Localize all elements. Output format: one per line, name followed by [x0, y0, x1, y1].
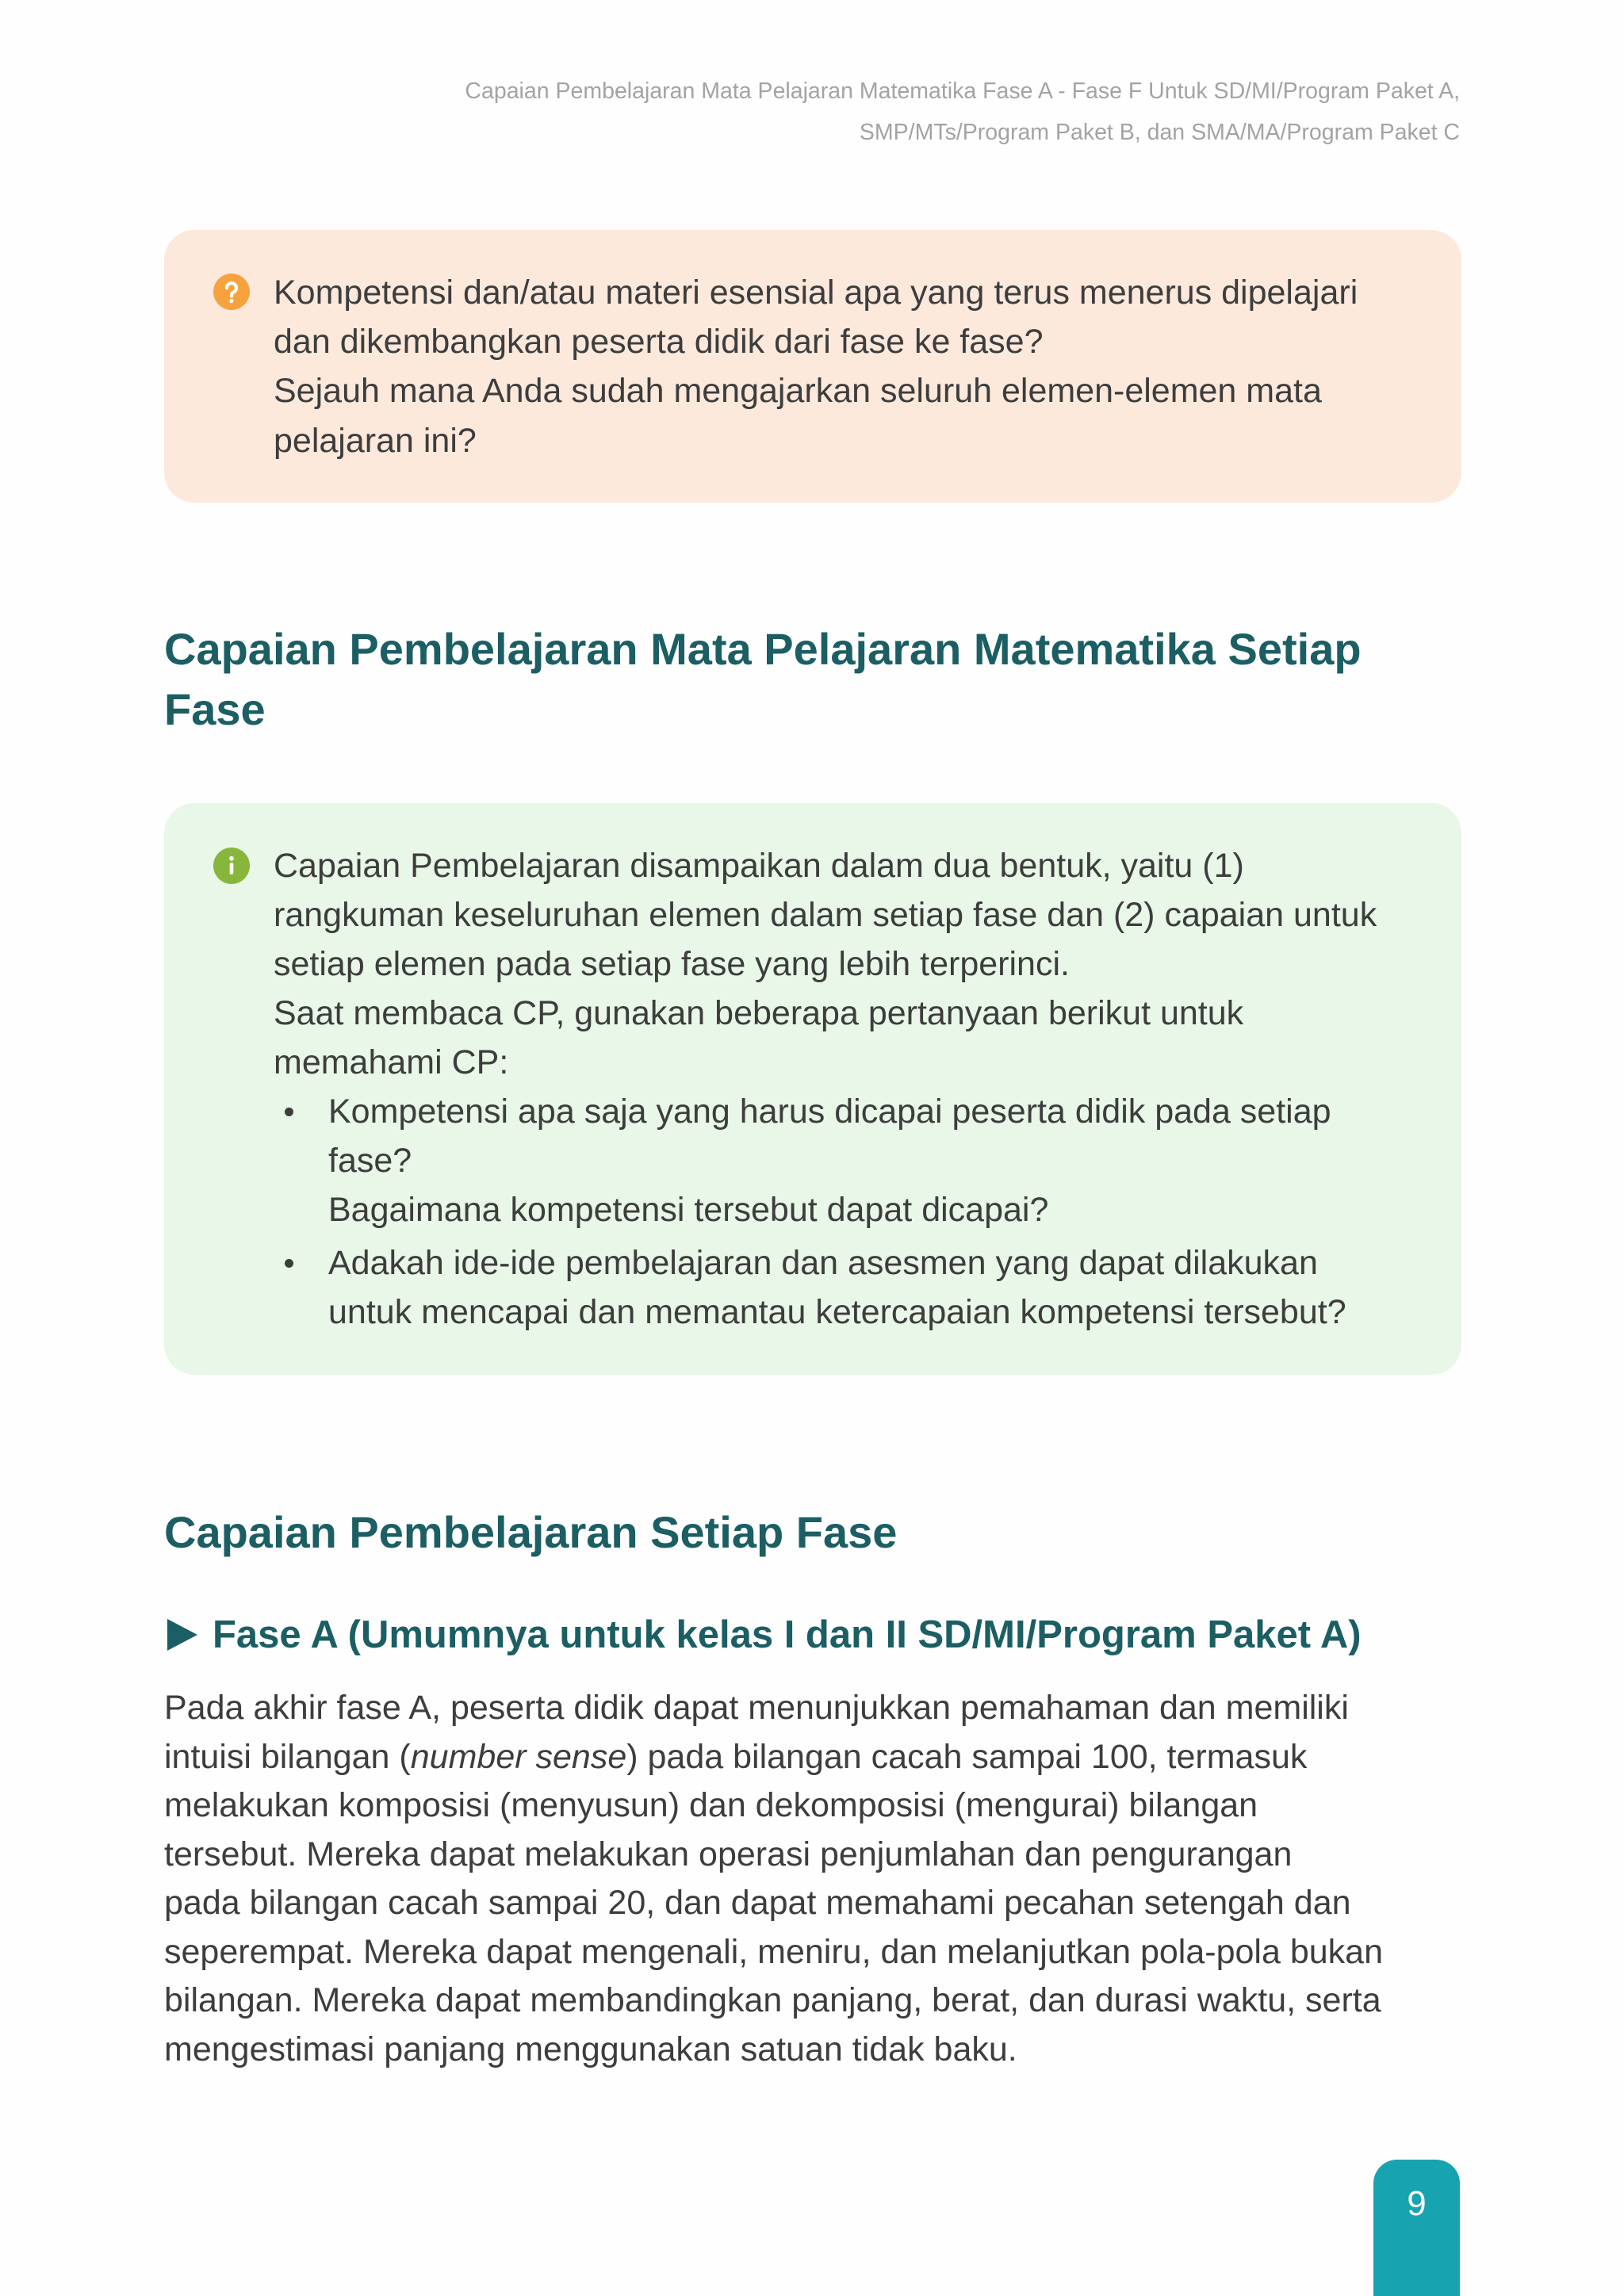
paragraph-line — [164, 1733, 1383, 1782]
phase-a-title: Fase A (Umumnya untuk kelas I dan II SD/MI/Program Paket A) — [213, 1613, 1362, 1656]
text-segment: ) pada bilangan cacah sampai 100, termasuk — [626, 1737, 1308, 1776]
italic-term: number sense — [410, 1737, 627, 1776]
list-item-line: Adakah ide-ide pembelajaran dan asesmen yang dapat dilakukan — [328, 1244, 1318, 1282]
section-title-cp-matematika: Capaian Pembelajaran Mata Pelajaran Matematika Setiap Fase — [164, 624, 1362, 734]
info-line: Capaian Pembelajaran disampaikan dalam dua bentuk, yaitu (1) — [274, 847, 1244, 885]
info-line: memahami CP: — [274, 1043, 509, 1081]
paragraph-line: bilangan. Mereka dapat membandingkan panjang, berat, dan durasi waktu, serta — [164, 1981, 1381, 2019]
play-triangle-icon — [167, 1619, 197, 1651]
running-header — [465, 71, 1460, 153]
paragraph-line: melakukan komposisi (menyusun) dan dekomposisi (mengurai) bilangan — [164, 1786, 1258, 1824]
reflection-line: pelajaran ini? — [274, 421, 477, 460]
section-title-cp-fase: Capaian Pembelajaran Setiap Fase — [164, 1507, 898, 1557]
list-item-line: untuk mencapai dan memantau ketercapaian kompetensi tersebut? — [328, 1293, 1346, 1331]
running-header-line: SMP/MTs/Program Paket B, dan SMA/MA/Program Paket C — [859, 120, 1460, 145]
list-item-line: fase? — [328, 1142, 412, 1180]
page-number: 9 — [1407, 2184, 1427, 2223]
info-line: Saat membaca CP, gunakan beberapa pertanyaan berikut untuk — [274, 994, 1244, 1032]
paragraph-line: seperempat. Mereka dapat mengenali, meniru, dan melanjutkan pola-pola bukan — [164, 1932, 1383, 1971]
bullet-marker — [285, 1108, 293, 1116]
paragraph-line: mengestimasi panjang menggunakan satuan tidak baku. — [164, 2030, 1017, 2068]
phase-a-paragraph — [164, 1684, 1383, 2074]
list-item — [274, 1238, 1377, 1337]
phase-a-heading — [164, 1611, 1461, 1659]
info-icon — [213, 848, 250, 884]
paragraph-line: pada bilangan cacah sampai 20, dan dapat memahami pecahan setengah dan — [164, 1884, 1351, 1922]
question-icon — [213, 274, 250, 310]
text-segment: intuisi bilangan ( — [164, 1737, 411, 1776]
reflection-callout — [164, 230, 1461, 503]
running-header-line: Capaian Pembelajaran Mata Pelajaran Matematika Fase A - Fase F Untuk SD/MI/Program Paket A, — [465, 78, 1460, 104]
reflection-line: Sejauh mana Anda sudah mengajarkan seluruh elemen-elemen mata — [274, 372, 1322, 411]
reflection-line: dan dikembangkan peserta didik dari fase ke fase? — [274, 323, 1044, 362]
question-list — [274, 1087, 1377, 1337]
reflection-text — [274, 268, 1358, 465]
info-text — [274, 841, 1377, 1337]
info-line: rangkuman keseluruhan elemen dalam setiap fase dan (2) capaian untuk — [274, 896, 1377, 934]
reflection-line: Kompetensi dan/atau materi esensial apa yang terus menerus dipelajari — [274, 274, 1358, 312]
paragraph-line: Pada akhir fase A, peserta didik dapat menunjukkan pemahaman dan memiliki — [164, 1689, 1349, 1727]
list-item-line: Kompetensi apa saja yang harus dicapai peserta didik pada setiap — [328, 1093, 1331, 1131]
paragraph-line: tersebut. Mereka dapat melakukan operasi penjumlahan dan pengurangan — [164, 1835, 1293, 1873]
list-item-line: Bagaimana kompetensi tersebut dapat dicapai? — [328, 1191, 1049, 1229]
list-item — [274, 1087, 1377, 1234]
info-callout — [164, 803, 1461, 1375]
info-line: setiap elemen pada setiap fase yang lebih terperinci. — [274, 945, 1070, 983]
page-number-tab — [1373, 2160, 1460, 2296]
bullet-marker — [285, 1259, 293, 1268]
